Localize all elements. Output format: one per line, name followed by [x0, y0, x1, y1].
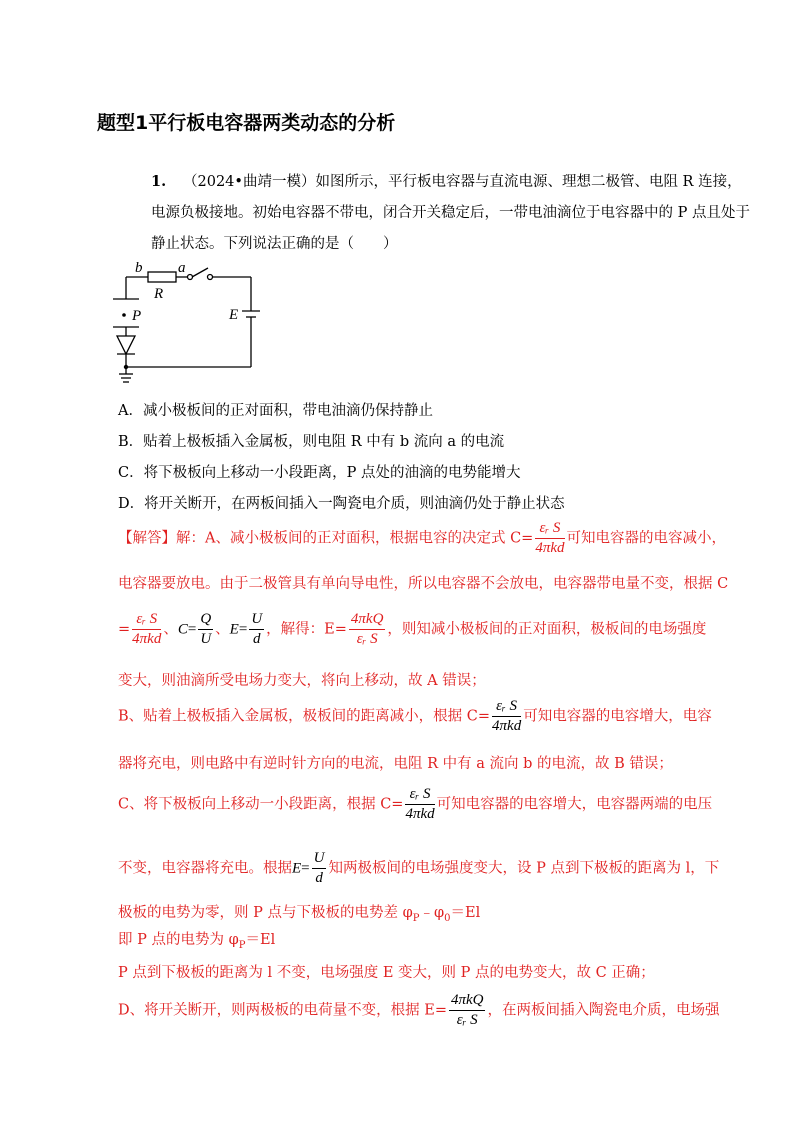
answer-line1-start: 【解答】解：A、减小极板间的正对面积，根据电容的决定式 C=	[118, 530, 534, 547]
answer-line8-end: 知两极板间的电场强度变大，设 P 点到下极板的距离为 l，下	[328, 860, 720, 877]
formula-capacitance-den: 4πkd	[535, 540, 565, 556]
symbol-c: C	[177, 621, 188, 638]
answer-line7-end: 可知电容器的电容增大，电容器两端的电压	[436, 796, 713, 813]
symbol-c-eq: =	[187, 621, 197, 638]
answer-line7	[118, 787, 712, 822]
formula-u-num: U	[249, 612, 264, 630]
option-a: A．减小极板间的正对面积，带电油滴仍保持静止	[118, 403, 433, 419]
answer-line12-end: ，在两板间插入陶瓷电介质，电场强	[487, 1002, 720, 1019]
formula-capacitance-2-den: 4πkd	[132, 631, 162, 647]
answer-line3-sep1: 、	[163, 621, 178, 638]
label-b: b	[135, 260, 143, 276]
formula-capacitance-3-num: εᵣ S	[492, 699, 521, 717]
label-R: R	[154, 286, 164, 302]
formula-d-den: d	[252, 631, 261, 647]
symbol-e-2-eq: =	[301, 860, 310, 877]
formula-capacitance	[535, 521, 564, 556]
label-P: P	[132, 308, 142, 324]
option-b: B．贴着上极板插入金属板，则电阻 R 中有 b 流向 a 的电流	[118, 434, 505, 450]
question-number: 1.	[151, 173, 167, 190]
phi-sub-0: 0	[444, 912, 451, 924]
formula-d-den-2: d	[315, 870, 323, 886]
formula-field	[349, 612, 386, 647]
answer-line9-end: ＝El	[450, 905, 481, 921]
answer-line12	[118, 993, 719, 1028]
formula-u-over-d-2	[312, 851, 327, 886]
formula-capacitance-2	[132, 612, 161, 647]
formula-capacitance-4-num: εᵣ S	[405, 787, 434, 805]
phi-sub-p: P	[412, 912, 420, 924]
formula-q-over-u	[198, 612, 213, 647]
phi-sub-p-2: P	[238, 939, 246, 951]
section-heading: 题型1平行板电容器两类动态的分析	[97, 112, 396, 134]
answer-line3-eq: =	[118, 621, 131, 638]
circuit-diagram	[108, 258, 268, 388]
formula-field-2	[449, 993, 486, 1028]
answer-line10-start: 即 P 点的电势为 φ	[118, 932, 239, 948]
answer-line5-start: B、贴着上极板插入金属板，极板间的距离减小，根据 C=	[118, 708, 491, 725]
symbol-e-eq: =	[238, 621, 248, 638]
answer-line9-start: 极板的电势为零，则 P 点与下极板的电势差 φ	[118, 905, 413, 921]
answer-line1-end: 可知电容器的电容减小，	[566, 530, 727, 547]
formula-capacitance-4-den: 4πkd	[405, 806, 435, 822]
answer-line4: 变大，则油滴所受电场力变大，将向上移动，故 A 错误；	[118, 673, 486, 689]
label-E: E	[229, 307, 239, 323]
answer-line10-end: ＝El	[245, 932, 276, 948]
formula-capacitance-3-den: 4πkd	[492, 718, 522, 734]
symbol-e: E	[229, 621, 239, 638]
answer-line11: P 点到下极板的距离为 l 不变，电场强度 E 变大，则 P 点的电势变大，故 C 正确；	[118, 965, 655, 981]
answer-line9-mid: ﹣φ	[419, 905, 445, 921]
answer-line3-sep2: 、	[215, 621, 230, 638]
formula-q: Q	[198, 612, 213, 630]
formula-capacitance-2-num: εᵣ S	[132, 612, 161, 630]
formula-u: U	[200, 631, 212, 647]
formula-capacitance-4	[405, 787, 434, 822]
question-stem-line1: （2024•曲靖一模）如图所示，平行板电容器与直流电源、理想二极管、电阻 R 连接，	[183, 174, 742, 190]
formula-field-2-num: 4πkQ	[449, 993, 486, 1011]
answer-line3-mid: ，解得：E=	[266, 621, 347, 638]
answer-line8	[118, 851, 719, 886]
formula-field-2-den: εᵣ S	[456, 1012, 478, 1028]
question-stem-line3: 静止状态。下列说法正确的是（ ）	[151, 236, 398, 252]
option-d: D．将开关断开，在两板间插入一陶瓷电介质，则油滴仍处于静止状态	[118, 496, 565, 512]
answer-line7-start: C、将下极板向上移动一小段距离，根据 C=	[118, 796, 404, 813]
formula-u-num-2: U	[312, 851, 327, 869]
answer-line9	[118, 906, 480, 924]
answer-line10	[118, 933, 275, 951]
formula-u-over-d	[249, 612, 264, 647]
answer-line5-end: 可知电容器的电容增大，电容	[523, 708, 712, 725]
answer-line3-end: ，则知减小极板间的正对面积，极板间的电场强度	[387, 621, 707, 638]
answer-line2: 电容器要放电。由于二极管具有单向导电性，所以电容器不会放电，电容器带电量不变，根据 C	[118, 576, 729, 592]
answer-line5	[118, 699, 712, 734]
answer-line8-start: 不变，电容器将充电。根据	[118, 860, 292, 877]
option-c: C．将下极板向上移动一小段距离，P 点处的油滴的电势能增大	[118, 465, 521, 481]
formula-field-num: 4πkQ	[349, 612, 386, 630]
answer-line3	[118, 612, 706, 647]
label-a: a	[178, 260, 186, 276]
answer-line1	[118, 521, 726, 556]
formula-field-den: εᵣ S	[356, 631, 378, 647]
symbol-e-2: E	[292, 860, 302, 877]
formula-capacitance-3	[492, 699, 521, 734]
answer-line6: 器将充电，则电路中有逆时针方向的电流，电阻 R 中有 a 流向 b 的电流，故 B 错误；	[118, 756, 673, 772]
answer-line12-start: D、将开关断开，则两极板的电荷量不变，根据 E=	[118, 1002, 447, 1019]
question-stem-line2: 电源负极接地。初始电容器不带电，闭合开关稳定后，一带电油滴位于电容器中的 P 点且处于	[151, 205, 750, 221]
formula-capacitance-num: εᵣ S	[535, 521, 564, 539]
